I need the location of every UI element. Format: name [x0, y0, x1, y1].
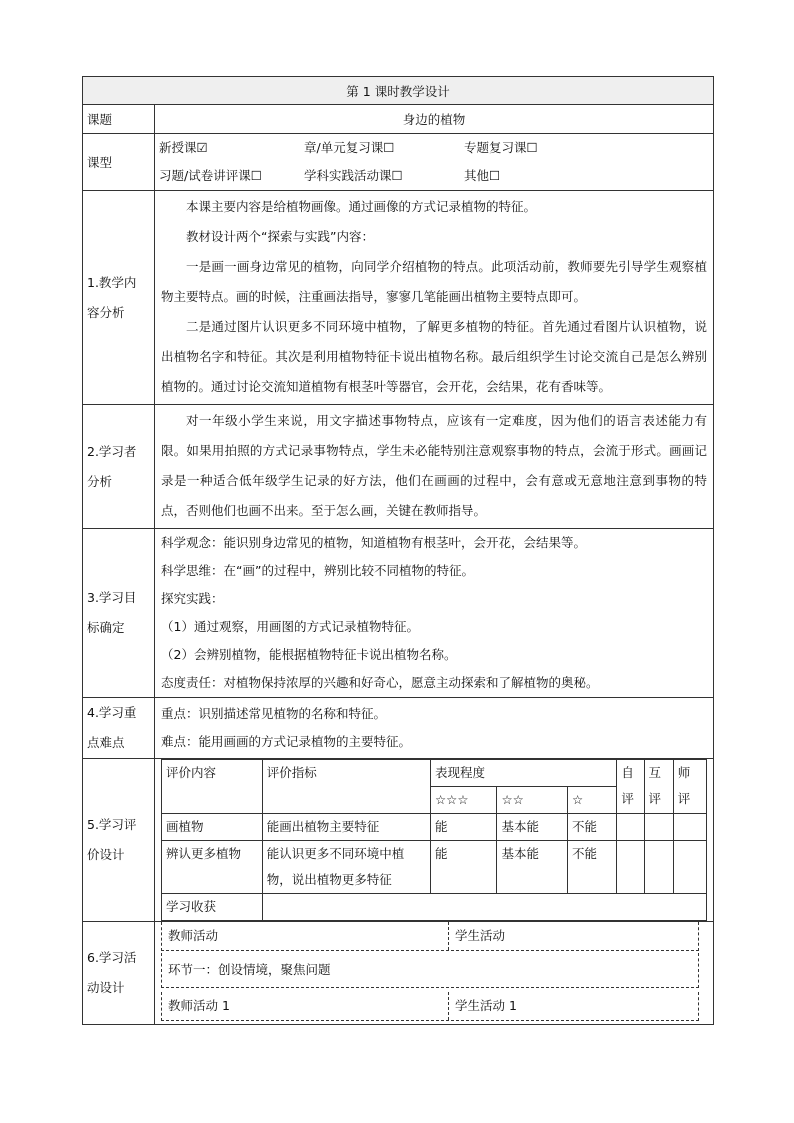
eval-indicator: 能认识更多不同环境中植物，说出植物更多特征	[262, 841, 430, 894]
eval-indicator: 能画出植物主要特征	[262, 814, 430, 841]
key-point: 重点：识别描述常见植物的名称和特征。	[161, 706, 387, 721]
eval-l2: 基本能	[497, 814, 568, 841]
objective-line: 态度责任：对植物保持浓厚的兴趣和好奇心，愿意主动探索和了解植物的奥秘。	[161, 675, 599, 690]
difficulty-point: 难点：能用画画的方式记录植物的主要特征。	[161, 734, 412, 749]
label-line: 点难点	[87, 735, 125, 750]
table-row	[162, 814, 707, 841]
activity-row-1	[161, 992, 699, 1021]
content-paragraph: 本课主要内容是给植物画像。通过画像的方式记录植物的特征。	[186, 199, 537, 214]
label-line: 标确定	[87, 620, 125, 635]
topic-label: 课题	[83, 105, 155, 134]
eval-peer-cell[interactable]	[644, 814, 673, 841]
eval-level: ☆	[567, 787, 616, 814]
eval-harvest-value[interactable]	[262, 894, 706, 921]
eval-teacher-cell[interactable]	[673, 814, 706, 841]
learner-analysis-text: 对一年级小学生来说，用文字描述事物特点，应该有一定难度，因为他们的语言表述能力有限。如果用拍照的方式记录事物特点，学生未必能特别注意观察事物的特点，会流于形式。画画记录是一种适合低年级学生记录的好方法，他们在画画的过程中，会有意或无意地注意到事物的特点，否则他们也画不出来。至于怎么画，关键在教师指导。	[161, 413, 707, 518]
lesson-type-option: 学科实践活动课☐	[304, 168, 403, 183]
student-activity-1: 学生活动 1	[455, 998, 517, 1013]
eval-l1: 能	[430, 841, 496, 894]
page-title: 第 1 课时教学设计	[83, 77, 714, 105]
objective-line: 探究实践：	[161, 591, 224, 606]
lesson-type-option: 习题/试卷讲评课☐	[159, 168, 262, 183]
content-paragraph: 教材设计两个“探索与实践”内容：	[186, 229, 374, 244]
eval-header-performance: 表现程度	[430, 760, 616, 787]
eval-level: ☆☆☆	[430, 787, 496, 814]
label-line: 5.学习评	[87, 817, 137, 832]
content-paragraph: 一是画一画身边常见的植物，向同学介绍植物的特点。此项活动前，教师要先引导学生观察植物主要特点。画的时候，注重画法指导，寥寥几笔能画出植物主要特点即可。	[161, 259, 707, 304]
label-line: 价设计	[87, 847, 125, 862]
lesson-type-option: 新授课☑	[159, 140, 208, 155]
label-line: 分析	[87, 473, 113, 489]
objectives-label	[83, 529, 155, 698]
label-line: 4.学习重	[87, 705, 137, 720]
eval-peer-cell[interactable]	[644, 841, 673, 894]
student-activity-header: 学生活动	[455, 928, 506, 943]
topic-value: 身边的植物	[155, 105, 714, 134]
lesson-design-table	[82, 76, 714, 1025]
label-line: 1.教学内	[87, 274, 137, 290]
eval-self-cell[interactable]	[617, 814, 644, 841]
content-analysis-label	[83, 191, 155, 405]
eval-content: 画植物	[162, 814, 263, 841]
key-points-label	[83, 698, 155, 759]
eval-header-peer: 互 评	[644, 760, 673, 814]
lesson-type-label: 课型	[83, 134, 155, 191]
eval-header-teacher: 师 评	[673, 760, 706, 814]
activity-header-row	[161, 922, 699, 951]
eval-self-cell[interactable]	[617, 841, 644, 894]
activities-label	[83, 922, 155, 1025]
objective-line: （2）会辨别植物，能根据植物特征卡说出植物名称。	[161, 647, 457, 662]
label-line: 3.学习目	[87, 590, 137, 605]
label-line: 动设计	[87, 980, 125, 995]
objective-line: 科学观念：能识别身边常见的植物，知道植物有根茎叶，会开花，会结果等。	[161, 535, 587, 550]
eval-header-indicator: 评价指标	[262, 760, 430, 814]
eval-l3: 不能	[567, 841, 616, 894]
teacher-activity-1: 教师活动 1	[162, 992, 449, 1020]
stage-one-title: 环节一：创设情境，聚焦问题	[161, 953, 699, 988]
eval-header-content: 评价内容	[162, 760, 263, 814]
content-paragraph: 二是通过图片认识更多不同环境中植物，了解更多植物的特征。首先通过看图片认识植物，说出植物名字和特征。其次是利用植物特征卡说出植物名称。最后组织学生讨论交流自己是怎么辨别植物的。通过讨论交流知道植物有根茎叶等器官，会开花，会结果，花有香味等。	[161, 319, 707, 394]
eval-header-self: 自 评	[617, 760, 644, 814]
eval-teacher-cell[interactable]	[673, 841, 706, 894]
label-line: 2.学习者	[87, 443, 137, 459]
teacher-activity-header: 教师活动	[162, 922, 449, 950]
objective-line: （1）通过观察，用画图的方式记录植物特征。	[161, 619, 419, 634]
eval-l2: 基本能	[497, 841, 568, 894]
eval-content: 辨认更多植物	[162, 841, 263, 894]
lesson-type-option: 章/单元复习课☐	[304, 140, 395, 155]
eval-level: ☆☆	[497, 787, 568, 814]
eval-harvest-label: 学习收获	[162, 894, 263, 921]
eval-l3: 不能	[567, 814, 616, 841]
eval-l1: 能	[430, 814, 496, 841]
lesson-type-option: 其他☐	[464, 168, 501, 183]
lesson-type-option: 专题复习课☐	[464, 140, 538, 155]
label-line: 容分析	[87, 304, 125, 320]
objective-line: 科学思维：在“画”的过程中，辨别比较不同植物的特征。	[161, 563, 474, 578]
label-line: 6.学习活	[87, 950, 137, 965]
lesson-type-options	[159, 134, 709, 190]
evaluation-label	[83, 759, 155, 922]
table-row	[162, 841, 707, 894]
learner-analysis-label	[83, 405, 155, 529]
evaluation-table	[161, 759, 707, 921]
